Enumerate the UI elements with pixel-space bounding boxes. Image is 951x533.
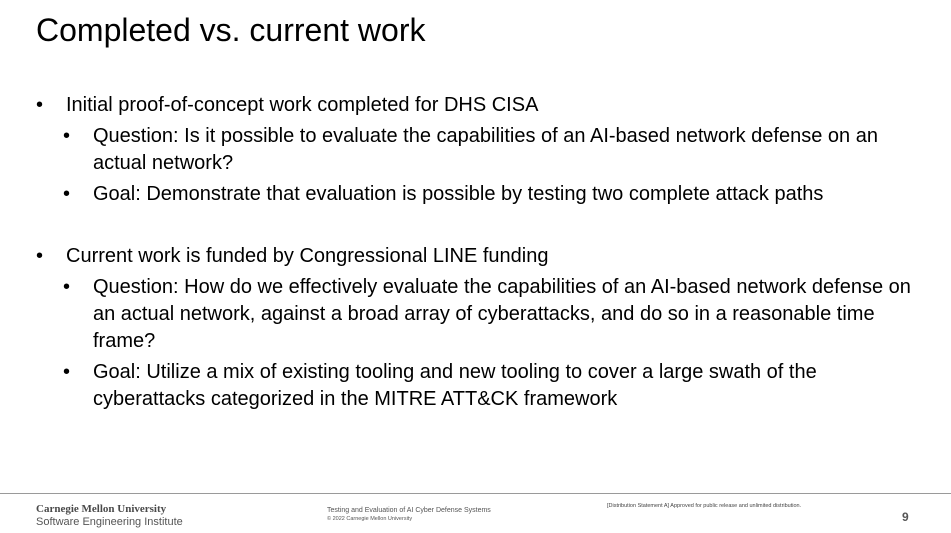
footer-presentation-info: [327, 507, 491, 523]
distribution-statement: [Distribution Statement A] Approved for public release and unlimited distribution.: [607, 503, 802, 509]
slide-content: [36, 92, 916, 413]
footer-copyright: © 2022 Carnegie Mellon University: [327, 516, 413, 522]
bullet-section-2: [36, 243, 916, 270]
sei-logo-text: Software Engineering Institute: [36, 516, 183, 528]
footer-divider: [0, 493, 951, 494]
bullet-icon: •: [36, 245, 44, 267]
bullet-icon: •: [36, 94, 44, 116]
page-number: 9: [902, 510, 909, 524]
sub-bullet-item: [36, 359, 916, 413]
bullet-icon: •: [63, 183, 71, 205]
footer-presentation-title: Testing and Evaluation of AI Cyber Defense Systems: [327, 507, 491, 514]
bullet-icon: •: [63, 361, 71, 383]
sub-bullet-text: Goal: Demonstrate that evaluation is possible by testing two complete attack paths: [93, 183, 824, 205]
sub-bullet-text: Goal: Utilize a mix of existing tooling and new tooling to cover a large swath of the cyberattacks categorized in the MITRE ATT&CK framework: [93, 361, 817, 410]
slide-title: Completed vs. current work: [36, 12, 426, 48]
sub-bullet-item: [36, 181, 916, 208]
section-heading: Current work is funded by Congressional LINE funding: [66, 245, 549, 267]
sub-bullet-text: Question: How do we effectively evaluate the capabilities of an AI-based network defense on an actual network, against a broad array of cyberattacks, and do so in a reasonable time frame?: [93, 276, 911, 352]
bullet-icon: •: [63, 125, 71, 147]
section-heading: Initial proof-of-concept work completed for DHS CISA: [66, 94, 539, 116]
sub-bullet-text: Question: Is it possible to evaluate the capabilities of an AI-based network defense on an actual network?: [93, 125, 878, 174]
bullet-icon: •: [63, 276, 71, 298]
sub-bullet-item: [36, 274, 916, 355]
sub-bullet-item: [36, 123, 916, 177]
bullet-section-1: [36, 92, 916, 119]
cmu-logo-text: Carnegie Mellon University: [36, 503, 167, 515]
